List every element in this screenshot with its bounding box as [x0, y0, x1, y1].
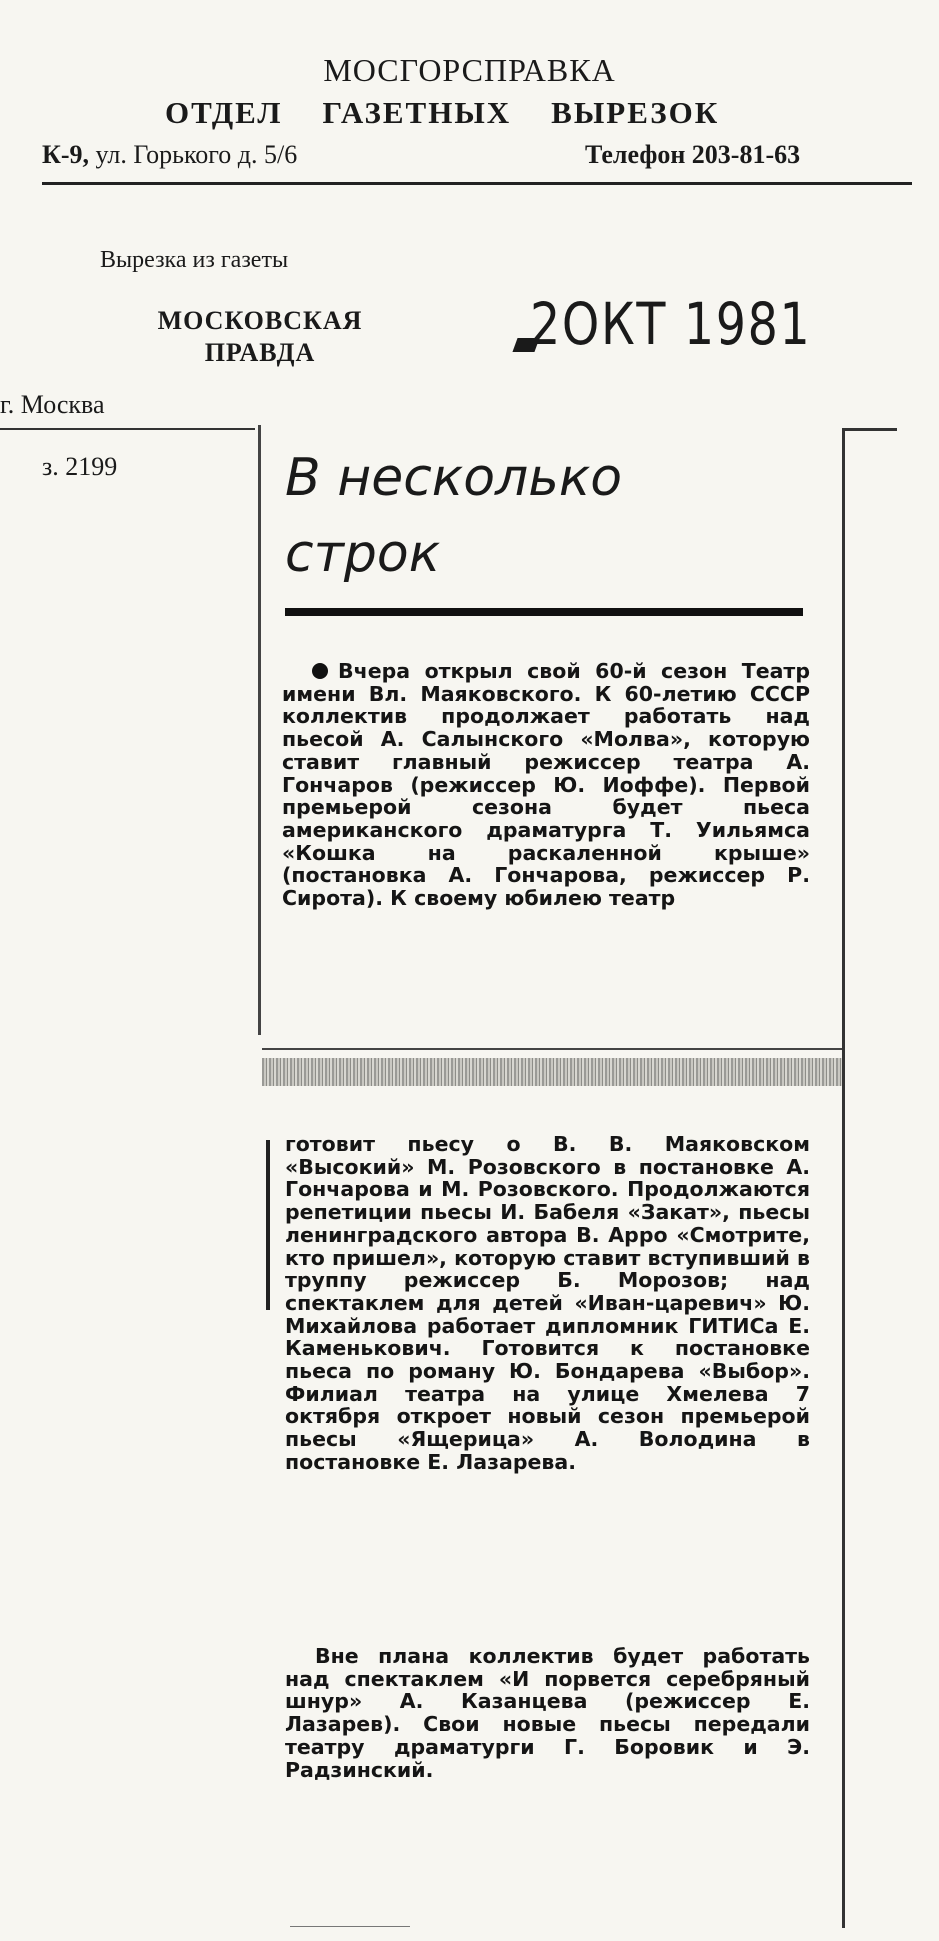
date-stamp: 2ОКТ 1981	[530, 290, 812, 358]
article-paragraph-2	[285, 1133, 810, 1474]
fold-edge	[262, 1048, 842, 1050]
column-right-border	[842, 428, 845, 1928]
headline-line1: В несколько	[285, 448, 623, 508]
city-label: г. Москва	[0, 390, 105, 419]
org-name: МОСГОРСПРАВКА	[323, 52, 616, 88]
city-divider	[0, 428, 255, 430]
header-divider	[42, 182, 912, 185]
column-left-border	[258, 425, 261, 1035]
column-left-border-lower	[266, 1140, 270, 1310]
dept-word-1: ОТДЕЛ	[165, 95, 283, 130]
headline-line2: строк	[285, 524, 441, 584]
paper-fold-shadow	[262, 1058, 842, 1086]
postal-code: К-9,	[42, 140, 90, 169]
column-corner-rule	[842, 428, 897, 431]
paragraph-3-text: Вне плана коллектив будет работать над спектаклем «И порвется серебряный шнур» А. Казанцева (режиссер Е. Лазарев). Свои новые пьесы передали театру драматурги Г. Боровик и Э. Радзинский.	[285, 1644, 810, 1782]
bullet-icon	[312, 663, 328, 679]
clipping-label: Вырезка из газеты	[100, 247, 289, 273]
newspaper-name	[110, 305, 410, 369]
dept-word-2: ГАЗЕТНЫХ	[322, 95, 512, 130]
phone-number: Телефон 203-81-63	[585, 140, 801, 169]
department-title	[165, 95, 719, 131]
bottom-divider	[290, 1926, 410, 1927]
street-address: ул. Горького д. 5/6	[95, 140, 298, 169]
paragraph-2-text: готовит пьесу о В. В. Маяковском «Высокий» М. Розовского в постановке А. Гончарова и М. Розовского. Продолжаются репетиции пьесы И. Бабеля «Закат», пьесы ленинградского автора В. Арро «Смотрите, кто пришел», которую ставит вступивший в труппу режиссер Б. Морозов; над спектаклем для детей «Иван-царевич» Ю. Михайлова работает дипломник ГИТИСа Е. Каменькович. Готовится к постановке пьеса по роману Ю. Бондарева «Выбор». Филиал театра на улице Хмелева 7 октября откроет новый сезон премьерой пьесы «Ящерица» А. Володина в постановке Е. Лазарева.	[285, 1132, 810, 1474]
issue-number: з. 2199	[42, 452, 118, 481]
article-headline	[285, 440, 622, 592]
paragraph-1-text: Вчера открыл свой 60-й сезон Театр имени Вл. Маяковского. К 60-летию СССР коллектив продолжает работать над пьесой А. Салынского «Молва», которую ставит главный режиссер театра А. Гончаров (режиссер Ю. Иоффе). Первой премьерой сезона будет пьеса американского драматурга Т. Уильямса «Кошка на раскаленной крыше» (постановка А. Гончарова, режиссер Р. Сирота). К своему юбилею театр	[282, 659, 810, 911]
newspaper-name-line2: ПРАВДА	[204, 338, 316, 367]
article-paragraph-3	[285, 1645, 810, 1781]
dept-word-3: ВЫРЕЗОК	[551, 95, 720, 130]
newspaper-name-line1: МОСКОВСКАЯ	[157, 306, 363, 335]
address-line	[42, 140, 297, 170]
article-paragraph-1	[282, 660, 810, 910]
headline-underline	[285, 608, 803, 616]
